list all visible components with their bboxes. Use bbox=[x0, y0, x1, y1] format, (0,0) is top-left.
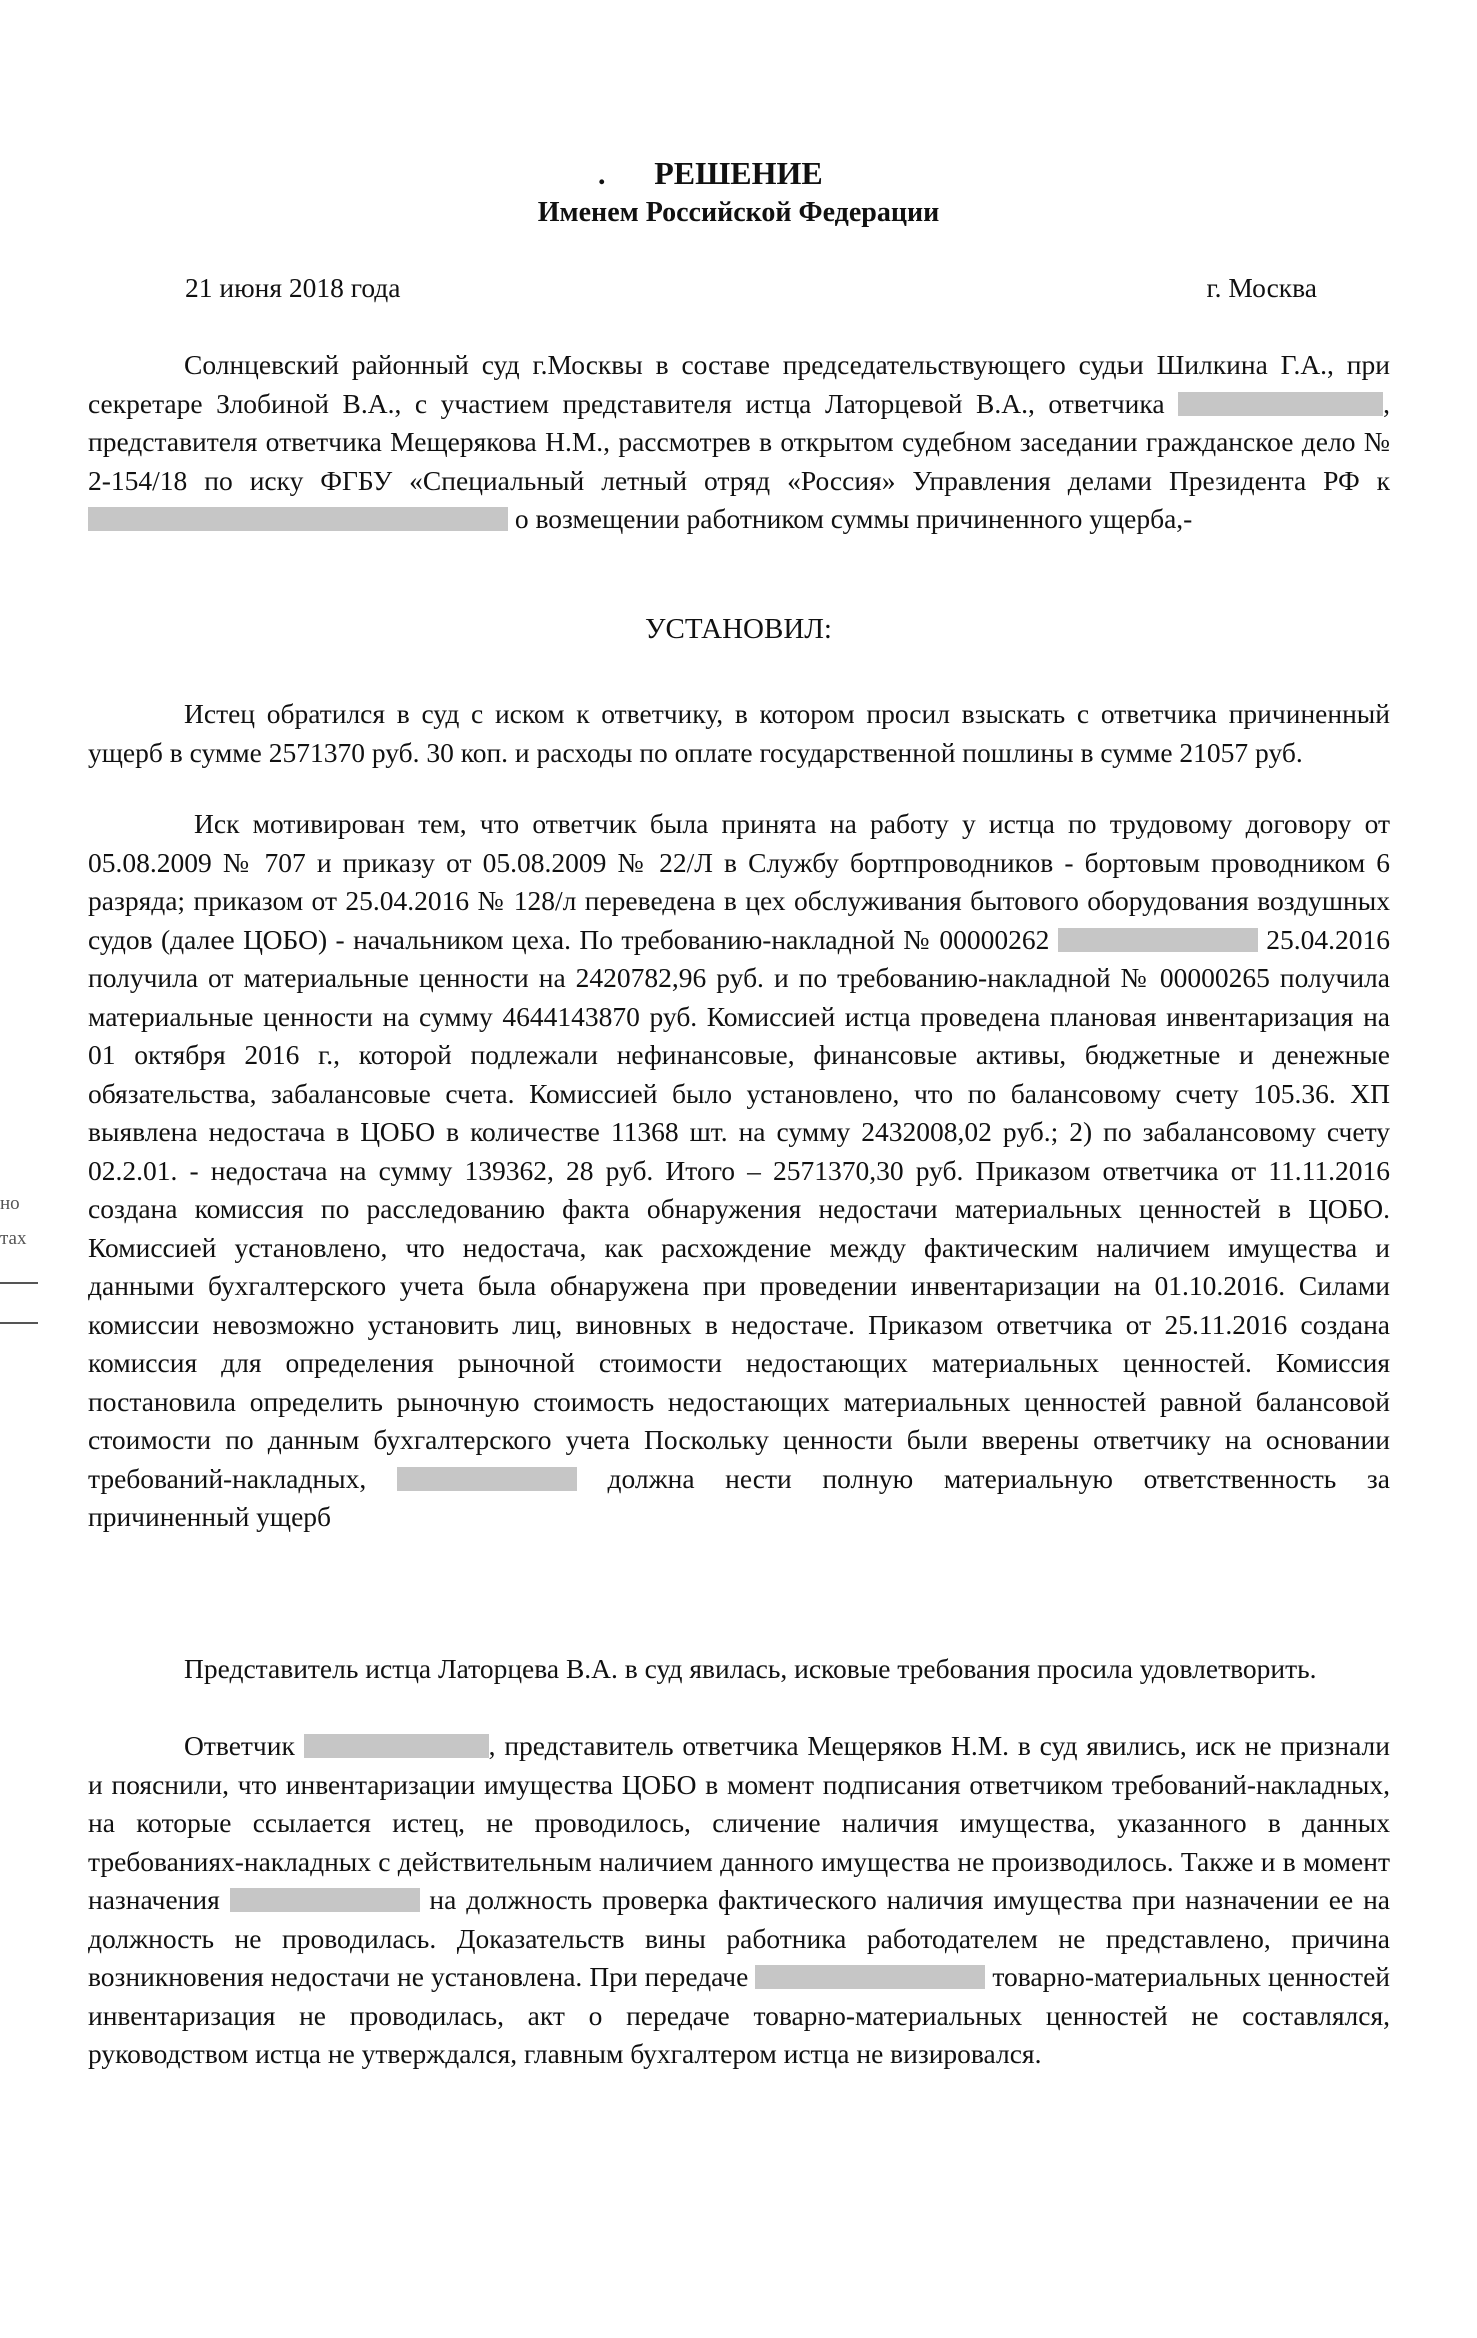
document-subtitle: Именем Российской Федерации bbox=[537, 197, 940, 228]
redacted-name bbox=[304, 1734, 489, 1758]
redacted-name bbox=[230, 1888, 420, 1912]
redacted-name bbox=[88, 507, 508, 531]
margin-note: тах bbox=[0, 1228, 27, 1249]
intro-text-b: , представителя ответчика Мещерякова Н.М., рассмотрев в открытом судебном заседании гражданское дело № 2-154/18 по иску ФГБУ «Специальный летный отряд «Россия» Управления делами Президента РФ к bbox=[88, 387, 1390, 496]
redacted-name bbox=[1058, 928, 1258, 952]
claim-paragraph: Истец обратился в суд с иском к ответчику, в котором просил взыскать с ответчика причиненный ущерб в сумме 2571370 руб. 30 коп. и расходы по оплате государственной пошлины в сумме 21057 руб. bbox=[88, 698, 1390, 768]
margin-dash bbox=[0, 1282, 38, 1284]
decision-date: 21 июня 2018 года bbox=[185, 272, 401, 303]
motive-paragraph bbox=[88, 805, 1390, 1537]
motive-text-b: 25.04.2016 получила от материальные ценности на 2420782,96 руб. и по требованию-накладной № 00000265 получила материальные ценности на сумму 4644143870 руб. Комиссией истца проведена плановая инвентаризация на 01 октября 2016 г., которой подлежали нефинансовые, финансовые активы, бюджетные и денежные обязательства, забалансовые счета. Комиссией было установлено, что по балансовому счету 105.36. ХП выявлена недостача в ЦОБО в количестве 11368 шт. на сумму 2432008,02 руб.; 2) по забалансовому счету 02.2.01. - недостача на сумму 139362, 28 руб. Итого – 2571370,30 руб. Приказом ответчика от 11.11.2016 создана комиссия по расследованию факта обнаружения недостачи материальных ценностей в ЦОБО. Комиссией установлено, что недостача, как расхождение между фактическим наличием имущества и данными бухгалтерского учета была обнаружена при проведении инвентаризации на 01.10.2016. Силами комиссии невозможно установить лиц, виновных в недостаче. Приказом ответчика от 25.11.2016 создана комиссия для определения рыночной стоимости недостающих материальных ценностей. Комиссия постановила определить рыночную стоимость недостающих материальных ценностей равной балансовой стоимости по данным бухгалтерского учета Поскольку ценности были вверены ответчику на основании требований-накладных, bbox=[88, 923, 1391, 1494]
intro-text-a: Солнцевский районный суд г.Москвы в составе председательствующего судьи Шилкина Г.А., при секретаре Злобиной В.А., с участием представителя истца Латорцевой В.А., ответчика bbox=[88, 349, 1390, 419]
redacted-name bbox=[755, 1965, 985, 1989]
representative-paragraph: Представитель истца Латорцева В.А. в суд явилась, исковые требования просила удовлетворить. bbox=[184, 1653, 1317, 1684]
defendant-paragraph bbox=[88, 1727, 1390, 2074]
section-heading: УСТАНОВИЛ: bbox=[645, 613, 832, 645]
redacted-name bbox=[397, 1467, 577, 1491]
intro-text-c: о возмещении работником суммы причиненного ущерба,- bbox=[508, 503, 1193, 534]
motive-text-c: должна нести полную материальную ответственность за причиненный ущерб bbox=[88, 1462, 1390, 1532]
intro-paragraph bbox=[88, 346, 1390, 539]
document-title: РЕШЕНИЕ bbox=[654, 155, 823, 191]
stray-mark: . bbox=[598, 158, 606, 191]
decision-city: г. Москва bbox=[1206, 272, 1317, 303]
defendant-text-c: на должность проверка фактического наличия имущества при назначении ее на должность не проводилась. Доказательств вины работника работодателем не представлено, причина возникновения недостачи не установлена. При передаче bbox=[88, 1884, 1390, 1992]
defendant-text-d: товарно-материальных ценностей инвентаризация не проводилась, акт о передаче товарно-материальных ценностей не составлялся, руководством истца не утверждался, главным бухгалтером истца не визировался. bbox=[88, 1961, 1390, 2069]
margin-note: но bbox=[0, 1193, 20, 1214]
margin-dash bbox=[0, 1322, 38, 1324]
motive-text-a: Иск мотивирован тем, что ответчик была принята на работу у истца по трудовому договору от 05.08.2009 № 707 и приказу от 05.08.2009 № 22/Л в Службу бортпроводников - бортовым проводником 6 разряда; приказом от 25.04.2016 № 128/л переведена в цех обслуживания бытового оборудования воздушных судов (далее ЦОБО) - начальником цеха. По требованию-накладной № 00000262 bbox=[88, 808, 1390, 955]
defendant-text-a: Ответчик bbox=[184, 1730, 304, 1761]
defendant-text-b: , представитель ответчика Мещеряков Н.М. в суд явились, иск не признали и пояснили, что инвентаризации имущества ЦОБО в момент подписания ответчиком требований-накладных, на которые ссылается истец, не проводилось, сличение наличия имущества, указанного в данных требованиях-накладных с действительным наличием данного имущества не производилось. Также и в момент назначения bbox=[88, 1730, 1390, 1915]
redacted-name bbox=[1178, 392, 1383, 416]
